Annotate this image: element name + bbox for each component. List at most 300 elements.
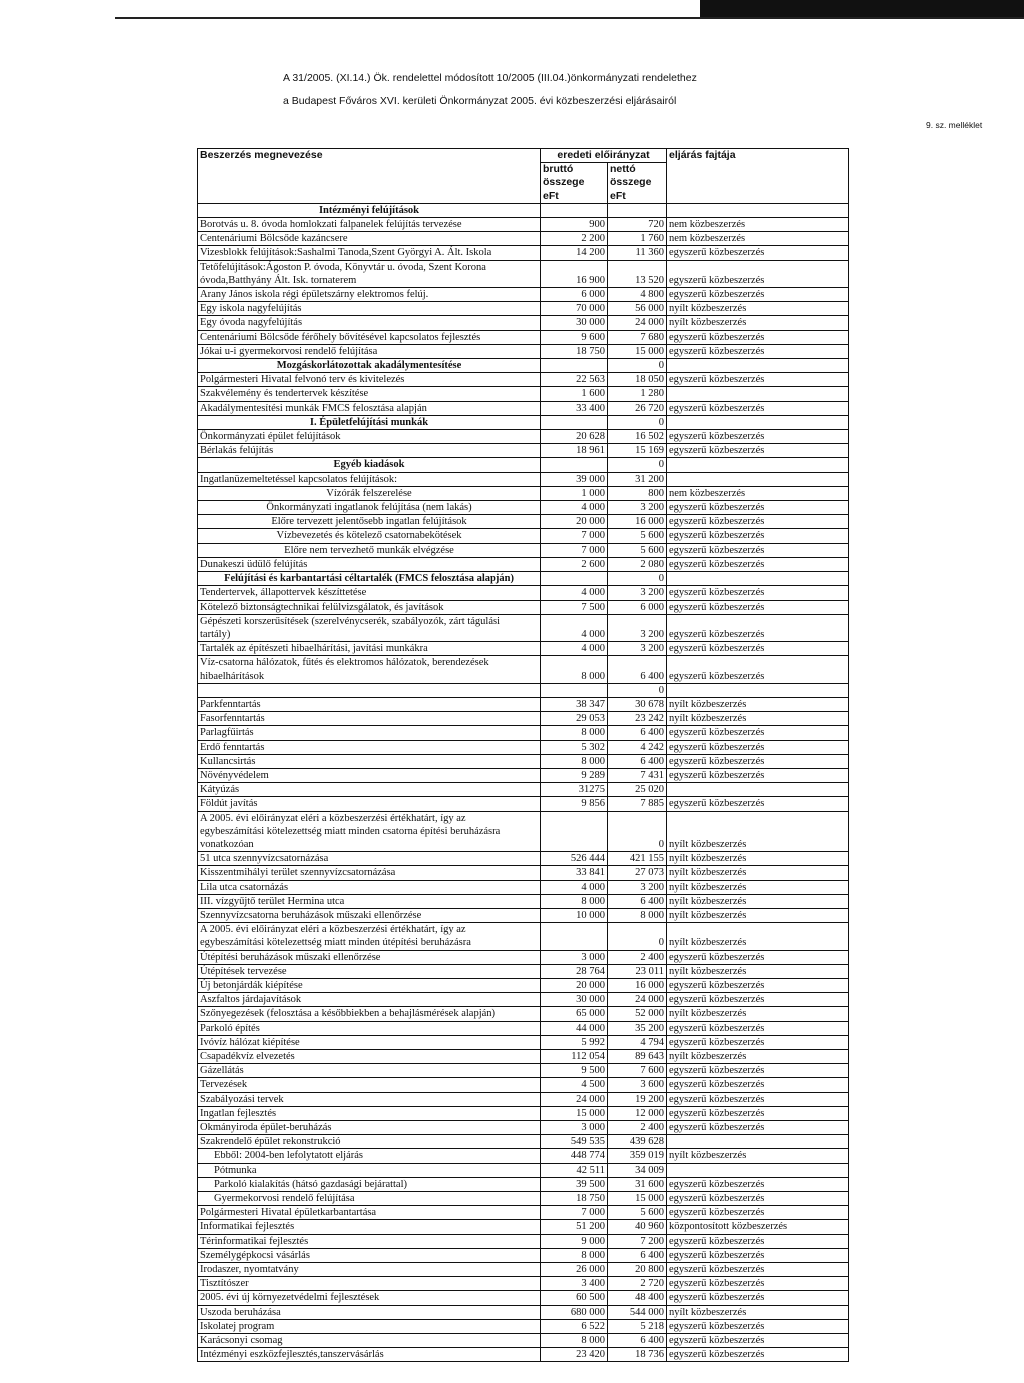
net-amount: 20 800: [608, 1263, 667, 1277]
net-amount: 16 000: [608, 515, 667, 529]
net-amount: 0: [608, 923, 667, 950]
gross-amount: 526 444: [541, 852, 608, 866]
procedure-type: nyílt közbeszerzés: [667, 964, 849, 978]
item-name: Egyéb kiadások: [198, 458, 541, 472]
net-amount: 24 000: [608, 993, 667, 1007]
procedure-type: központosított közbeszerzés: [667, 1220, 849, 1234]
gross-amount: 60 500: [541, 1291, 608, 1305]
table-row: [198, 1234, 849, 1248]
net-amount: 24 000: [608, 316, 667, 330]
table-row: [198, 697, 849, 711]
net-amount: 4 794: [608, 1035, 667, 1049]
table-row: [198, 1319, 849, 1333]
item-name: Vízbevezetés és kötelező csatornabekötések: [198, 529, 541, 543]
net-amount: 6 000: [608, 600, 667, 614]
table-row: [198, 472, 849, 486]
item-name: Dunakeszi üdülő felújítás: [198, 557, 541, 571]
table-row: [198, 246, 849, 260]
procedure-type: [667, 203, 849, 217]
procedure-type: egyszerű közbeszerzés: [667, 1348, 849, 1362]
net-amount: 35 200: [608, 1021, 667, 1035]
net-amount: 800: [608, 486, 667, 500]
gross-amount: 2 600: [541, 557, 608, 571]
table-row: [198, 1106, 849, 1120]
gross-amount: [541, 923, 608, 950]
table-row: [198, 740, 849, 754]
net-amount: 1 760: [608, 232, 667, 246]
procedure-type: egyszerű közbeszerzés: [667, 1035, 849, 1049]
table-row: [198, 1149, 849, 1163]
gross-amount: 20 628: [541, 430, 608, 444]
gross-amount: [541, 359, 608, 373]
net-amount: 544 000: [608, 1305, 667, 1319]
gross-amount: [541, 811, 608, 852]
net-amount: 6 400: [608, 1334, 667, 1348]
header-name: Beszerzés megnevezése: [198, 149, 541, 204]
gross-amount: 4 000: [541, 880, 608, 894]
table-row: [198, 866, 849, 880]
net-amount: 16 502: [608, 430, 667, 444]
table-row: [198, 811, 849, 852]
gross-amount: 9 600: [541, 330, 608, 344]
item-name: Tendertervek, állapottervek készíttetése: [198, 586, 541, 600]
net-amount: 56 000: [608, 302, 667, 316]
table-row: [198, 1192, 849, 1206]
table-row: [198, 1348, 849, 1362]
procedure-type: egyszerű közbeszerzés: [667, 1248, 849, 1262]
procedure-type: [667, 415, 849, 429]
net-amount: 3 600: [608, 1078, 667, 1092]
item-name: Akadálymentesítési munkák FMCS felosztása alapján: [198, 401, 541, 415]
item-name: Szakrendelő épület rekonstrukció: [198, 1135, 541, 1149]
net-amount: 421 155: [608, 852, 667, 866]
table-row: [198, 683, 849, 697]
gross-amount: 28 764: [541, 964, 608, 978]
net-amount: 2 400: [608, 1121, 667, 1135]
table-body: [198, 203, 849, 1362]
title-line-1: A 31/2005. (XI.14.) Ök. rendelettel módosított 10/2005 (III.04.)önkormányzati rendelethez: [283, 72, 697, 84]
table-row: [198, 344, 849, 358]
net-amount: 15 000: [608, 344, 667, 358]
table-row: [198, 908, 849, 922]
net-amount: 13 520: [608, 260, 667, 287]
item-name: 2005. évi új környezetvédelmi fejlesztések: [198, 1291, 541, 1305]
item-name: Lila utca csatornázás: [198, 880, 541, 894]
gross-amount: 23 420: [541, 1348, 608, 1362]
procedure-type: egyszerű közbeszerzés: [667, 543, 849, 557]
procedure-type: egyszerű közbeszerzés: [667, 614, 849, 641]
procedure-type: egyszerű közbeszerzés: [667, 978, 849, 992]
gross-amount: 8 000: [541, 894, 608, 908]
gross-amount: 9 856: [541, 797, 608, 811]
item-name: Informatikai fejlesztés: [198, 1220, 541, 1234]
table-row: [198, 1021, 849, 1035]
net-amount: [608, 203, 667, 217]
item-name: Intézményi eszközfejlesztés,tanszervásárlás: [198, 1348, 541, 1362]
table-header: [198, 149, 849, 204]
item-name: Növényvédelem: [198, 768, 541, 782]
gross-amount: 7 000: [541, 1206, 608, 1220]
table-row: [198, 852, 849, 866]
scan-edge-bar: [700, 0, 1024, 17]
gross-amount: 8 000: [541, 656, 608, 683]
procedure-type: egyszerű közbeszerzés: [667, 1319, 849, 1333]
gross-amount: 18 961: [541, 444, 608, 458]
gross-amount: 680 000: [541, 1305, 608, 1319]
table-row: [198, 1248, 849, 1262]
net-amount: 18 736: [608, 1348, 667, 1362]
table-row: [198, 1078, 849, 1092]
gross-amount: 38 347: [541, 697, 608, 711]
item-name: Kötelező biztonságtechnikai felülvizsgálatok, és javítások: [198, 600, 541, 614]
item-name: Polgármesteri Hivatal épületkarbantartása: [198, 1206, 541, 1220]
net-amount: 439 628: [608, 1135, 667, 1149]
procedure-type: nyílt közbeszerzés: [667, 894, 849, 908]
procedure-type: [667, 359, 849, 373]
table-row: [198, 600, 849, 614]
item-name: Vizesblokk felújítások:Sashalmi Tanoda,Szent Györgyi A. Ált. Iskola: [198, 246, 541, 260]
procedure-type: egyszerű közbeszerzés: [667, 1234, 849, 1248]
procedure-type: egyszerű közbeszerzés: [667, 529, 849, 543]
item-name: Centenáriumi Bölcsőde kazáncsere: [198, 232, 541, 246]
net-amount: 52 000: [608, 1007, 667, 1021]
scan-edge-line: [115, 17, 1024, 19]
procedure-type: egyszerű közbeszerzés: [667, 557, 849, 571]
gross-amount: 9 000: [541, 1234, 608, 1248]
net-amount: 1 280: [608, 387, 667, 401]
net-amount: 7 680: [608, 330, 667, 344]
procedure-type: egyszerű közbeszerzés: [667, 1064, 849, 1078]
table-row: [198, 302, 849, 316]
header-gross: bruttó összege eFt: [541, 163, 608, 204]
item-name: Földút javítás: [198, 797, 541, 811]
net-amount: 2 720: [608, 1277, 667, 1291]
gross-amount: 900: [541, 218, 608, 232]
item-name: Tisztítószer: [198, 1277, 541, 1291]
table-row: [198, 1064, 849, 1078]
procedure-type: nyílt közbeszerzés: [667, 712, 849, 726]
procedure-type: egyszerű közbeszerzés: [667, 1092, 849, 1106]
item-name: Szabályozási tervek: [198, 1092, 541, 1106]
net-amount: 3 200: [608, 586, 667, 600]
table-row: [198, 894, 849, 908]
item-name: Tetőfelújítások:Ágoston P. óvoda, Könyvtár u. óvoda, Szent Korona óvoda,Batthyány Ált. Isk. tornaterem: [198, 260, 541, 287]
table-row: [198, 1163, 849, 1177]
gross-amount: 42 511: [541, 1163, 608, 1177]
net-amount: 0: [608, 415, 667, 429]
item-name: Ingatlanüzemeltetéssel kapcsolatos felújítások:: [198, 472, 541, 486]
item-name: Előre tervezett jelentősebb ingatlan felújítások: [198, 515, 541, 529]
gross-amount: [541, 415, 608, 429]
item-name: Gyermekorvosi rendelő felújítása: [198, 1192, 541, 1206]
procedure-type: egyszerű közbeszerzés: [667, 430, 849, 444]
gross-amount: 33 400: [541, 401, 608, 415]
net-amount: 8 000: [608, 908, 667, 922]
table-row: [198, 203, 849, 217]
table-row: [198, 797, 849, 811]
item-name: Uszoda beruházása: [198, 1305, 541, 1319]
gross-amount: 9 500: [541, 1064, 608, 1078]
net-amount: 5 600: [608, 543, 667, 557]
item-name: Útépítési beruházások műszaki ellenőrzése: [198, 950, 541, 964]
table-row: [198, 754, 849, 768]
item-name: Ingatlan fejlesztés: [198, 1106, 541, 1120]
net-amount: 5 218: [608, 1319, 667, 1333]
gross-amount: 8 000: [541, 1248, 608, 1262]
procedure-type: egyszerű közbeszerzés: [667, 373, 849, 387]
item-name: Önkormányzati épület felújítások: [198, 430, 541, 444]
net-amount: 15 000: [608, 1192, 667, 1206]
title-line-2: a Budapest Főváros XVI. kerületi Önkormányzat 2005. évi közbeszerzési eljárásairól: [283, 95, 677, 107]
table-row: [198, 1035, 849, 1049]
gross-amount: 24 000: [541, 1092, 608, 1106]
net-amount: 89 643: [608, 1050, 667, 1064]
table-row: [198, 572, 849, 586]
item-name: Fasorfenntartás: [198, 712, 541, 726]
table-row: [198, 501, 849, 515]
header-procedure: eljárás fajtája: [667, 149, 849, 204]
gross-amount: 9 289: [541, 768, 608, 782]
net-amount: 31 600: [608, 1177, 667, 1191]
table-row: [198, 1135, 849, 1149]
procedure-type: egyszerű közbeszerzés: [667, 1121, 849, 1135]
item-name: III. vízgyűjtő terület Hermina utca: [198, 894, 541, 908]
item-name: Polgármesteri Hivatal felvonó terv és kivitelezés: [198, 373, 541, 387]
procedure-type: [667, 1163, 849, 1177]
procedure-type: nyílt közbeszerzés: [667, 1149, 849, 1163]
net-amount: 0: [608, 572, 667, 586]
annex-label: 9. sz. melléklet: [926, 120, 983, 130]
table-row: [198, 316, 849, 330]
gross-amount: 10 000: [541, 908, 608, 922]
net-amount: 26 720: [608, 401, 667, 415]
table-row: [198, 444, 849, 458]
table-row: [198, 1177, 849, 1191]
item-name: [198, 683, 541, 697]
procedure-type: [667, 572, 849, 586]
net-amount: 2 400: [608, 950, 667, 964]
item-name: Centenáriumi Bölcsőde férőhely bővítésével kapcsolatos fejlesztés: [198, 330, 541, 344]
procedure-type: egyszerű közbeszerzés: [667, 797, 849, 811]
procedure-type: egyszerű közbeszerzés: [667, 1177, 849, 1191]
table-row: [198, 978, 849, 992]
net-amount: 40 960: [608, 1220, 667, 1234]
procedure-type: egyszerű közbeszerzés: [667, 1021, 849, 1035]
procurement-table: [197, 148, 849, 1362]
gross-amount: [541, 203, 608, 217]
net-amount: 3 200: [608, 614, 667, 641]
gross-amount: 39 000: [541, 472, 608, 486]
net-amount: 5 600: [608, 529, 667, 543]
item-name: Kátyúzás: [198, 783, 541, 797]
net-amount: 6 400: [608, 656, 667, 683]
item-name: Gépészeti korszerűsítések (szerelvénycserék, szabályozók, zárt tágulási tartály): [198, 614, 541, 641]
table-row: [198, 1092, 849, 1106]
gross-amount: 18 750: [541, 344, 608, 358]
net-amount: 3 200: [608, 501, 667, 515]
net-amount: 23 011: [608, 964, 667, 978]
procedure-type: egyszerű közbeszerzés: [667, 768, 849, 782]
net-amount: 7 431: [608, 768, 667, 782]
net-amount: 0: [608, 811, 667, 852]
table-row: [198, 430, 849, 444]
procedure-type: egyszerű közbeszerzés: [667, 993, 849, 1007]
procedure-type: egyszerű közbeszerzés: [667, 344, 849, 358]
net-amount: 4 800: [608, 288, 667, 302]
item-name: Ivóvíz hálózat kiépítése: [198, 1035, 541, 1049]
procedure-type: [667, 458, 849, 472]
net-amount: 16 000: [608, 978, 667, 992]
gross-amount: 4 000: [541, 642, 608, 656]
procedure-type: egyszerű közbeszerzés: [667, 515, 849, 529]
gross-amount: 51 200: [541, 1220, 608, 1234]
item-name: Ebből: 2004-ben lefolytatott eljárás: [198, 1149, 541, 1163]
table-row: [198, 387, 849, 401]
item-name: Gázellátás: [198, 1064, 541, 1078]
procedure-type: nyílt közbeszerzés: [667, 866, 849, 880]
table-row: [198, 993, 849, 1007]
procedure-type: egyszerű közbeszerzés: [667, 1106, 849, 1120]
procedure-type: egyszerű közbeszerzés: [667, 726, 849, 740]
item-name: Kisszentmihályi terület szennyvízcsatornázása: [198, 866, 541, 880]
table-row: [198, 950, 849, 964]
gross-amount: 112 054: [541, 1050, 608, 1064]
gross-amount: 549 535: [541, 1135, 608, 1149]
gross-amount: 448 774: [541, 1149, 608, 1163]
gross-amount: 2 200: [541, 232, 608, 246]
gross-amount: 8 000: [541, 754, 608, 768]
item-name: Erdő fenntartás: [198, 740, 541, 754]
table-row: [198, 218, 849, 232]
gross-amount: 4 000: [541, 614, 608, 641]
procedure-type: egyszerű közbeszerzés: [667, 600, 849, 614]
procedure-type: nyílt közbeszerzés: [667, 302, 849, 316]
gross-amount: 39 500: [541, 1177, 608, 1191]
net-amount: 0: [608, 683, 667, 697]
gross-amount: 8 000: [541, 1334, 608, 1348]
net-amount: 31 200: [608, 472, 667, 486]
net-amount: 23 242: [608, 712, 667, 726]
item-name: Intézményi felújítások: [198, 203, 541, 217]
item-name: Tervezések: [198, 1078, 541, 1092]
table-row: [198, 458, 849, 472]
item-name: Pótmunka: [198, 1163, 541, 1177]
table-row: [198, 415, 849, 429]
procedure-type: nyílt közbeszerzés: [667, 697, 849, 711]
net-amount: 0: [608, 359, 667, 373]
procedure-type: egyszerű közbeszerzés: [667, 288, 849, 302]
gross-amount: 15 000: [541, 1106, 608, 1120]
procedure-type: egyszerű közbeszerzés: [667, 1277, 849, 1291]
net-amount: 359 019: [608, 1149, 667, 1163]
procedure-type: egyszerű közbeszerzés: [667, 260, 849, 287]
procedure-type: egyszerű közbeszerzés: [667, 1334, 849, 1348]
gross-amount: 4 500: [541, 1078, 608, 1092]
procedure-type: egyszerű közbeszerzés: [667, 642, 849, 656]
net-amount: 720: [608, 218, 667, 232]
procedure-type: egyszerű közbeszerzés: [667, 1192, 849, 1206]
item-name: Szennyvízcsatorna beruházások műszaki ellenőrzése: [198, 908, 541, 922]
net-amount: 6 400: [608, 1248, 667, 1262]
item-name: Iskolatej program: [198, 1319, 541, 1333]
table-row: [198, 1050, 849, 1064]
table-row: [198, 880, 849, 894]
gross-amount: [541, 683, 608, 697]
gross-amount: 33 841: [541, 866, 608, 880]
table-row: [198, 1220, 849, 1234]
gross-amount: 29 053: [541, 712, 608, 726]
gross-amount: 3 000: [541, 950, 608, 964]
gross-amount: 44 000: [541, 1021, 608, 1035]
item-name: Parlagfűirtás: [198, 726, 541, 740]
procedure-type: nyílt közbeszerzés: [667, 908, 849, 922]
table-row: [198, 557, 849, 571]
procedure-type: [667, 387, 849, 401]
item-name: 51 utca szennyvízcsatornázása: [198, 852, 541, 866]
procedure-type: nyílt közbeszerzés: [667, 811, 849, 852]
procedure-type: [667, 1135, 849, 1149]
gross-amount: 18 750: [541, 1192, 608, 1206]
procedure-type: egyszerű közbeszerzés: [667, 501, 849, 515]
item-name: Parkoló kialakítás (hátsó gazdasági bejárattal): [198, 1177, 541, 1191]
table-row: [198, 712, 849, 726]
net-amount: 0: [608, 458, 667, 472]
item-name: Térinformatikai fejlesztés: [198, 1234, 541, 1248]
procedure-type: [667, 683, 849, 697]
net-amount: 6 400: [608, 894, 667, 908]
net-amount: 3 200: [608, 880, 667, 894]
item-name: Előre nem tervezhető munkák elvégzése: [198, 543, 541, 557]
table-row: [198, 614, 849, 641]
gross-amount: 7 000: [541, 543, 608, 557]
table-row: [198, 586, 849, 600]
table-row: [198, 1121, 849, 1135]
table-row: [198, 1263, 849, 1277]
procedure-type: egyszerű közbeszerzés: [667, 586, 849, 600]
table-row: [198, 373, 849, 387]
gross-amount: [541, 458, 608, 472]
net-amount: 12 000: [608, 1106, 667, 1120]
procedure-type: nem közbeszerzés: [667, 232, 849, 246]
table-row: [198, 1305, 849, 1319]
item-name: Parkfenntartás: [198, 697, 541, 711]
item-name: Víz-csatorna hálózatok, fűtés és elektromos hálózatok, berendezések hibaelhárítások: [198, 656, 541, 683]
gross-amount: 3 000: [541, 1121, 608, 1135]
table-row: [198, 656, 849, 683]
item-name: Csapadékvíz elvezetés: [198, 1050, 541, 1064]
item-name: Parkoló építés: [198, 1021, 541, 1035]
net-amount: 4 242: [608, 740, 667, 754]
table-row: [198, 923, 849, 950]
item-name: Mozgáskorlátozottak akadálymentesítése: [198, 359, 541, 373]
item-name: Arany János iskola régi épületszárny elektromos felúj.: [198, 288, 541, 302]
procedure-type: egyszerű közbeszerzés: [667, 330, 849, 344]
item-name: Szőnyegezések (felosztása a későbbiekben a behajlásmérések alapján): [198, 1007, 541, 1021]
procedure-type: egyszerű közbeszerzés: [667, 1078, 849, 1092]
net-amount: 34 009: [608, 1163, 667, 1177]
table-row: [198, 330, 849, 344]
net-amount: 6 400: [608, 726, 667, 740]
net-amount: 6 400: [608, 754, 667, 768]
gross-amount: 5 302: [541, 740, 608, 754]
procedure-type: egyszerű közbeszerzés: [667, 401, 849, 415]
item-name: Vízórák felszerelése: [198, 486, 541, 500]
procedure-type: [667, 472, 849, 486]
table-row: [198, 964, 849, 978]
gross-amount: 22 563: [541, 373, 608, 387]
item-name: I. Épületfelújítási munkák: [198, 415, 541, 429]
table-row: [198, 1291, 849, 1305]
